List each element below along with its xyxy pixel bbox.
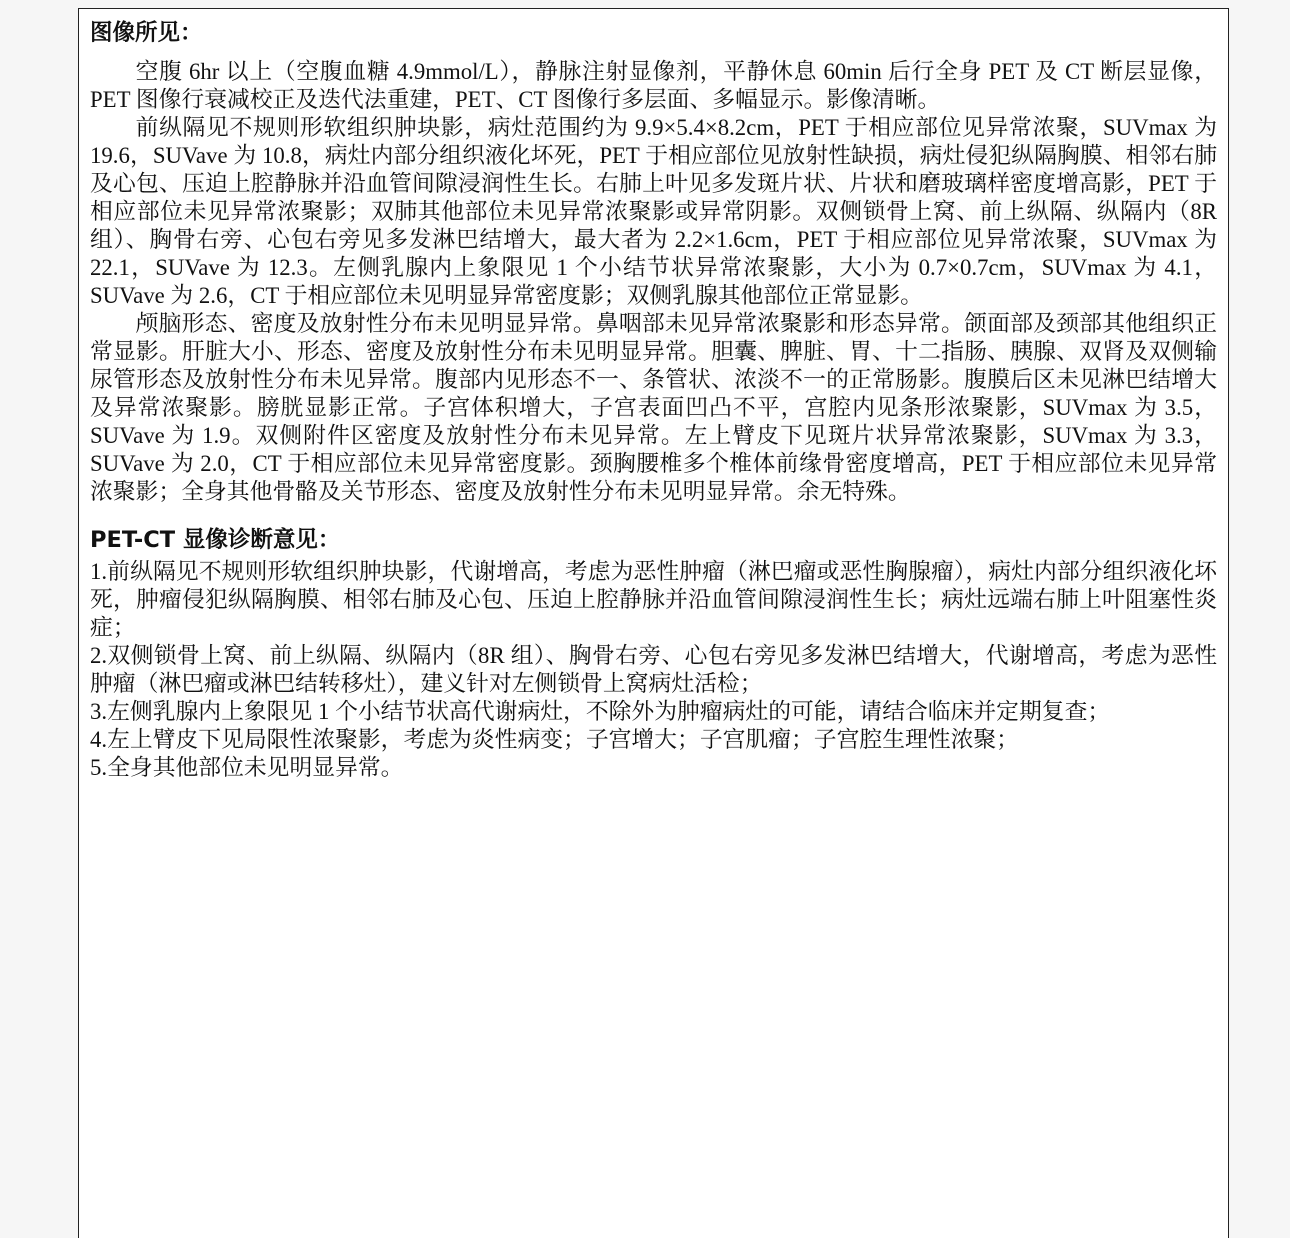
findings-paragraph-3: 颅脑形态、密度及放射性分布未见明显异常。鼻咽部未见异常浓聚影和形态异常。颌面部及颈部其他组织正常显影。肝脏大小、形态、密度及放射性分布未见明显异常。胆囊、脾脏、胃、十二指肠、胰腺、双肾及双侧输尿管形态及放射性分布未见异常。腹部内见形态不一、条管状、浓淡不一的正常肠影。腹膜后区未见淋巴结增大及异常浓聚影。膀胱显影正常。子宫体积增大，子宫表面凹凸不平，宫腔内见条形浓聚影，SUVmax 为 3.5，SUVave 为 1.9。双侧附件区密度及放射性分布未见异常。左上臂皮下见斑片状异常浓聚影，SUVmax 为 3.3，SUVave 为 2.0，CT 于相应部位未见异常密度影。颈胸腰椎多个椎体前缘骨密度增高，PET 于相应部位未见异常浓聚影；全身其他骨骼及关节形态、密度及放射性分布未见明显异常。余无特殊。 <box>90 311 1217 504</box>
report-frame <box>78 8 1229 1238</box>
findings-paragraph-1: 空腹 6hr 以上（空腹血糖 4.9mmol/L），静脉注射显像剂，平静休息 60min 后行全身 PET 及 CT 断层显像，PET 图像行衰减校正及迭代法重建，PET、CT 图像行多层面、多幅显示。影像清晰。 <box>90 59 1217 112</box>
diagnosis-item-5: 5.全身其他部位未见明显异常。 <box>90 755 404 780</box>
findings-paragraph-2: 前纵隔见不规则形软组织肿块影，病灶范围约为 9.9×5.4×8.2cm，PET 于相应部位见异常浓聚，SUVmax 为 19.6，SUVave 为 10.8，病灶内部分组织液化坏死，PET 于相应部位见放射性缺损，病灶侵犯纵隔胸膜、相邻右肺及心包、压迫上腔静脉并沿血管间隙浸润性生长。右肺上叶见多发斑片状、片状和磨玻璃样密度增高影，PET 于相应部位未见异常浓聚影；双肺其他部位未见异常浓聚影或异常阴影。双侧锁骨上窝、前上纵隔、纵隔内（8R 组）、胸骨右旁、心包右旁见多发淋巴结增大，最大者为 2.2×1.6cm，PET 于相应部位见异常浓聚，SUVmax 为 22.1，SUVave 为 12.3。左侧乳腺内上象限见 1 个小结节状异常浓聚影，大小为 0.7×0.7cm，SUVmax 为 4.1，SUVave 为 2.6，CT 于相应部位未见明显异常密度影；双侧乳腺其他部位正常显影。 <box>90 115 1217 308</box>
diagnosis-section <box>90 526 1217 782</box>
findings-section <box>90 19 1217 506</box>
diagnosis-item-1: 1.前纵隔见不规则形软组织肿块影，代谢增高，考虑为恶性肿瘤（淋巴瘤或恶性胸腺瘤），病灶内部分组织液化坏死，肿瘤侵犯纵隔胸膜、相邻右肺及心包、压迫上腔静脉并沿血管间隙浸润性生长；病灶远端右肺上叶阻塞性炎症； <box>90 559 1217 640</box>
findings-heading: 图像所见： <box>90 20 203 46</box>
diagnosis-item-2: 2.双侧锁骨上窝、前上纵隔、纵隔内（8R 组）、胸骨右旁、心包右旁见多发淋巴结增大，代谢增高，考虑为恶性肿瘤（淋巴瘤或淋巴结转移灶），建义针对左侧锁骨上窝病灶活检； <box>90 643 1217 696</box>
diagnosis-heading: PET-CT 显像诊断意见： <box>90 527 341 553</box>
diagnosis-item-3: 3.左侧乳腺内上象限见 1 个小结节状高代谢病灶，不除外为肿瘤病灶的可能，请结合临床并定期复查； <box>90 699 1111 724</box>
diagnosis-item-4: 4.左上臂皮下见局限性浓聚影，考虑为炎性病变；子宫增大；子宫肌瘤；子宫腔生理性浓聚； <box>90 727 1019 752</box>
